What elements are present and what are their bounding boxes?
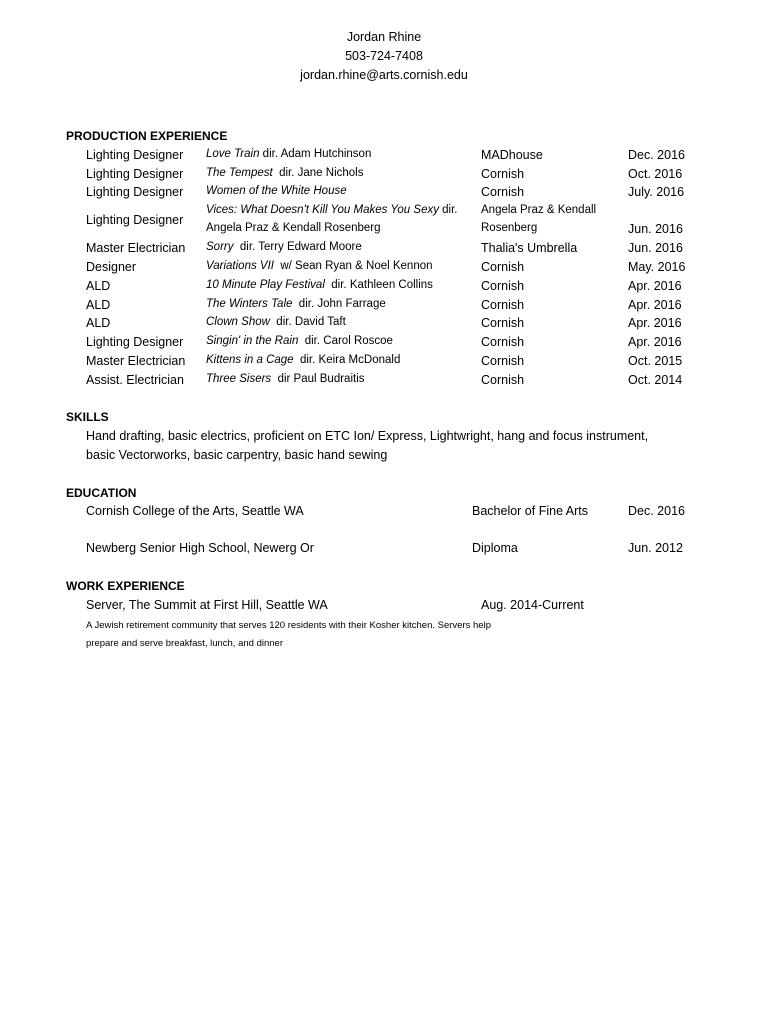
skills-line: Hand drafting, basic electrics, proficient on ETC Ion/ Express, Lightwright, hang and focus instrument, xyxy=(86,429,649,443)
show xyxy=(206,335,393,347)
role: Lighting Designer xyxy=(86,213,184,227)
show xyxy=(206,298,386,310)
venue: MADhouse xyxy=(481,148,543,162)
show xyxy=(206,373,365,385)
name: Jordan Rhine xyxy=(346,30,422,44)
date: Apr. 2016 xyxy=(628,335,682,349)
show-title: Vices: What Doesn't Kill You Makes You Sexy xyxy=(206,204,439,216)
show xyxy=(206,260,433,272)
school: Newberg Senior High School, Newerg Or xyxy=(86,541,314,555)
show xyxy=(206,148,371,160)
show-director: dir. John Farrage xyxy=(292,298,386,310)
role: Lighting Designer xyxy=(86,167,184,181)
production-row xyxy=(0,204,768,240)
show-director: dir. Adam Hutchinson xyxy=(259,148,372,160)
date: Apr. 2016 xyxy=(628,316,682,330)
show xyxy=(206,316,346,328)
job-dates: Aug. 2014-Current xyxy=(481,598,584,612)
job-description-line: prepare and serve breakfast, lunch, and dinner xyxy=(86,638,283,649)
job-description xyxy=(86,617,556,653)
date: Jun. 2016 xyxy=(628,241,683,255)
date: Apr. 2016 xyxy=(628,298,682,312)
date: Dec. 2016 xyxy=(628,148,685,162)
role: Lighting Designer xyxy=(86,148,184,162)
show-title: Three Sisers xyxy=(206,373,272,385)
show-title: Clown Show xyxy=(206,316,270,328)
phone: 503-724-7408 xyxy=(345,49,423,63)
date: Oct. 2015 xyxy=(628,354,683,368)
degree: Bachelor of Fine Arts xyxy=(472,504,589,518)
show-title: Women of the White House xyxy=(206,185,347,197)
show xyxy=(206,167,363,179)
role: Designer xyxy=(86,260,137,274)
school: Cornish College of the Arts, Seattle WA xyxy=(86,504,304,518)
date: May. 2016 xyxy=(628,260,686,274)
contact-header xyxy=(0,28,768,85)
venue: Cornish xyxy=(481,298,525,312)
date: July. 2016 xyxy=(628,185,685,199)
production-heading: PRODUCTION EXPERIENCE xyxy=(66,129,228,143)
date: Jun. 2016 xyxy=(628,222,683,236)
role: Master Electrician xyxy=(86,241,186,255)
role: Assist. Electrician xyxy=(86,373,184,387)
role: ALD xyxy=(86,279,111,293)
show xyxy=(206,354,400,366)
show-director: dir. Keira McDonald xyxy=(293,354,401,366)
venue: Cornish xyxy=(481,354,525,368)
show-title: Singin' in the Rain xyxy=(206,335,299,347)
show-director-line2: Angela Praz & Kendall Rosenberg xyxy=(206,222,381,234)
show-title: The Tempest xyxy=(206,167,273,179)
show xyxy=(206,241,362,253)
show-director: dir. Jane Nichols xyxy=(272,167,364,179)
show-title: Kittens in a Cage xyxy=(206,354,294,366)
role: Lighting Designer xyxy=(86,185,184,199)
role: ALD xyxy=(86,298,111,312)
date: Apr. 2016 xyxy=(628,279,682,293)
date: Jun. 2012 xyxy=(628,541,683,555)
show xyxy=(206,279,433,291)
show-title: Sorry xyxy=(206,241,234,253)
show-title: 10 Minute Play Festival xyxy=(206,279,325,291)
job-description-line: A Jewish retirement community that serves 120 residents with their Kosher kitchen. Servers help xyxy=(86,620,491,631)
show-director: dir. Kathleen Collins xyxy=(324,279,433,291)
show-title: Love Train xyxy=(206,148,260,160)
venue: Cornish xyxy=(481,167,525,181)
show xyxy=(206,185,347,197)
show-director: w/ Sean Ryan & Noel Kennon xyxy=(273,260,433,272)
show-title: The Winters Tale xyxy=(206,298,293,310)
skills-heading: SKILLS xyxy=(66,410,109,424)
venue: Cornish xyxy=(481,279,525,293)
venue: Cornish xyxy=(481,185,525,199)
date: Oct. 2014 xyxy=(628,373,683,387)
skills-line: basic Vectorworks, basic carpentry, basic hand sewing xyxy=(86,448,388,462)
job-title: Server, The Summit at First Hill, Seattle WA xyxy=(86,598,328,612)
role: Lighting Designer xyxy=(86,335,184,349)
work-heading: WORK EXPERIENCE xyxy=(66,579,185,593)
role: Master Electrician xyxy=(86,354,186,368)
venue-line2: Rosenberg xyxy=(481,222,538,234)
show xyxy=(206,204,458,216)
venue: Cornish xyxy=(481,260,525,274)
venue: Cornish xyxy=(481,373,525,387)
show-title: Variations VII xyxy=(206,260,274,272)
date: Oct. 2016 xyxy=(628,167,683,181)
show-director: dir. David Taft xyxy=(269,316,346,328)
venue: Cornish xyxy=(481,316,525,330)
show-director: dir. xyxy=(438,204,458,216)
show-director: dir. Carol Roscoe xyxy=(298,335,393,347)
venue: Cornish xyxy=(481,335,525,349)
date: Dec. 2016 xyxy=(628,504,685,518)
role: ALD xyxy=(86,316,111,330)
skills-text xyxy=(86,427,686,465)
show-director: dir Paul Budraitis xyxy=(271,373,365,385)
show-director: dir. Terry Edward Moore xyxy=(233,241,362,253)
venue: Angela Praz & Kendall xyxy=(481,204,597,216)
venue: Thalia's Umbrella xyxy=(481,241,578,255)
education-heading: EDUCATION xyxy=(66,486,137,500)
degree: Diploma xyxy=(472,541,518,555)
email: jordan.rhine@arts.cornish.edu xyxy=(300,68,468,82)
